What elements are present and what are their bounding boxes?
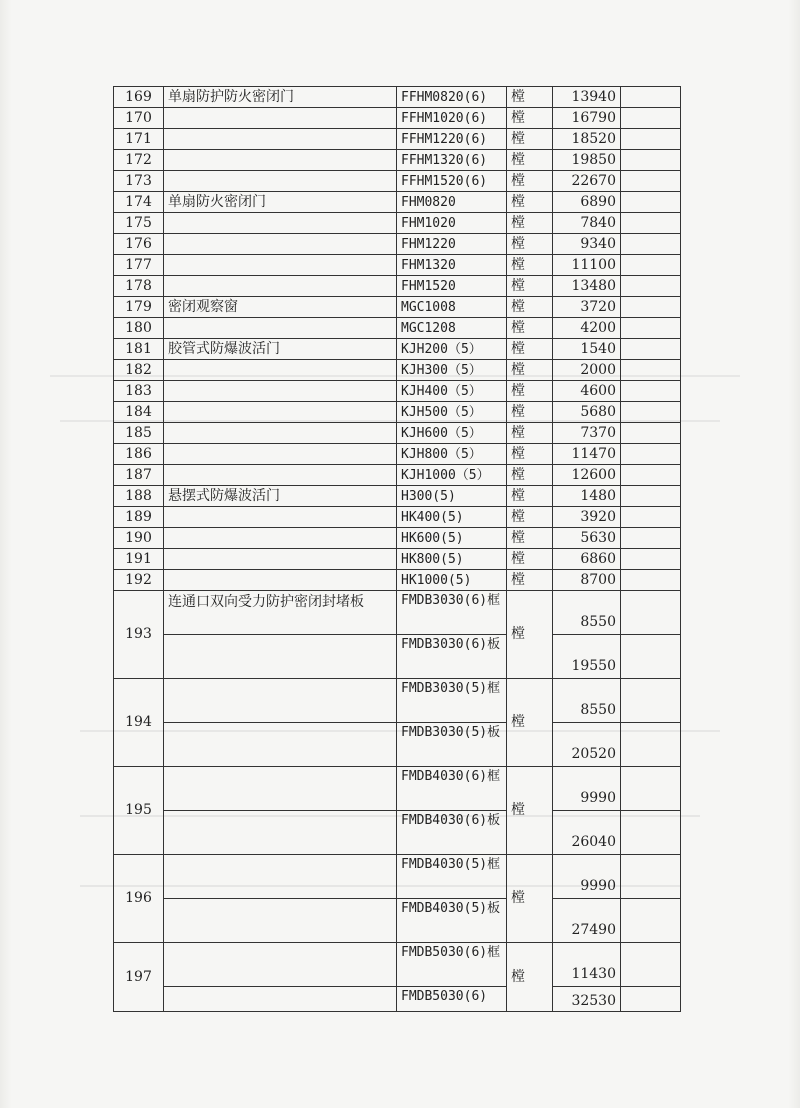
item-spec: FFHM1320(6) <box>397 150 507 171</box>
item-spec: KJH600（5） <box>397 423 507 444</box>
item-unit: 樘 <box>507 108 553 129</box>
item-number: 172 <box>114 150 164 171</box>
item-price: 3920 <box>553 507 621 528</box>
item-number: 182 <box>114 360 164 381</box>
item-name <box>164 276 397 297</box>
item-price: 8700 <box>553 570 621 591</box>
item-number: 171 <box>114 129 164 150</box>
item-name <box>164 444 397 465</box>
table-row <box>114 987 681 1012</box>
table-row <box>114 486 681 507</box>
item-number: 193 <box>114 591 164 679</box>
remarks-cell <box>621 360 681 381</box>
item-number: 195 <box>114 767 164 855</box>
item-name <box>164 679 397 723</box>
item-number: 179 <box>114 297 164 318</box>
remarks-cell <box>621 339 681 360</box>
item-spec: HK800(5) <box>397 549 507 570</box>
remarks-cell <box>621 679 681 723</box>
price-table <box>113 86 681 1012</box>
item-price: 9340 <box>553 234 621 255</box>
item-price: 32530 <box>553 987 621 1012</box>
remarks-cell <box>621 507 681 528</box>
item-name <box>164 150 397 171</box>
item-number: 194 <box>114 679 164 767</box>
item-price: 7840 <box>553 213 621 234</box>
item-name <box>164 213 397 234</box>
remarks-cell <box>621 465 681 486</box>
item-price: 3720 <box>553 297 621 318</box>
item-number: 190 <box>114 528 164 549</box>
item-spec: KJH1000（5） <box>397 465 507 486</box>
remarks-cell <box>621 811 681 855</box>
item-number: 169 <box>114 87 164 108</box>
item-unit: 樘 <box>507 276 553 297</box>
item-number: 170 <box>114 108 164 129</box>
item-spec: FHM1020 <box>397 213 507 234</box>
item-name: 单扇防护防火密闭门 <box>164 87 397 108</box>
item-unit: 樘 <box>507 255 553 276</box>
remarks-cell <box>621 549 681 570</box>
item-name <box>164 723 397 767</box>
table-row <box>114 811 681 855</box>
table-row <box>114 444 681 465</box>
item-spec: FMDB4030(6)框 <box>397 767 507 811</box>
item-unit: 樘 <box>507 381 553 402</box>
remarks-cell <box>621 987 681 1012</box>
item-price: 8550 <box>553 591 621 635</box>
item-spec: FFHM1520(6) <box>397 171 507 192</box>
table-row <box>114 507 681 528</box>
remarks-cell <box>621 635 681 679</box>
item-spec: FMDB3030(5)框 <box>397 679 507 723</box>
item-number: 185 <box>114 423 164 444</box>
item-name <box>164 234 397 255</box>
item-price: 18520 <box>553 129 621 150</box>
table-row <box>114 591 681 635</box>
item-unit: 樘 <box>507 360 553 381</box>
item-price: 6860 <box>553 549 621 570</box>
item-spec: FFHM1220(6) <box>397 129 507 150</box>
item-spec: MGC1008 <box>397 297 507 318</box>
item-unit: 樘 <box>507 943 553 1012</box>
item-number: 174 <box>114 192 164 213</box>
item-price: 7370 <box>553 423 621 444</box>
item-unit: 樘 <box>507 339 553 360</box>
remarks-cell <box>621 276 681 297</box>
item-spec: FMDB4030(5)板 <box>397 899 507 943</box>
item-number: 181 <box>114 339 164 360</box>
item-spec: FHM1220 <box>397 234 507 255</box>
item-price: 22670 <box>553 171 621 192</box>
item-spec: FMDB3030(6)框 <box>397 591 507 635</box>
item-unit: 樘 <box>507 234 553 255</box>
table-row <box>114 129 681 150</box>
item-price: 8550 <box>553 679 621 723</box>
remarks-cell <box>621 402 681 423</box>
table-row <box>114 943 681 987</box>
item-price: 11430 <box>553 943 621 987</box>
item-spec: KJH200（5） <box>397 339 507 360</box>
table-row <box>114 679 681 723</box>
table-row <box>114 87 681 108</box>
item-price: 11100 <box>553 255 621 276</box>
item-name: 悬摆式防爆波活门 <box>164 486 397 507</box>
item-name <box>164 507 397 528</box>
remarks-cell <box>621 108 681 129</box>
table-row <box>114 339 681 360</box>
item-spec: FMDB3030(5)板 <box>397 723 507 767</box>
item-price: 20520 <box>553 723 621 767</box>
item-unit: 樘 <box>507 507 553 528</box>
remarks-cell <box>621 171 681 192</box>
table-row <box>114 276 681 297</box>
remarks-cell <box>621 381 681 402</box>
item-price: 19550 <box>553 635 621 679</box>
item-price: 2000 <box>553 360 621 381</box>
item-spec: FFHM1020(6) <box>397 108 507 129</box>
item-number: 197 <box>114 943 164 1012</box>
item-unit: 樘 <box>507 465 553 486</box>
item-price: 13480 <box>553 276 621 297</box>
table-row <box>114 213 681 234</box>
item-name: 胶管式防爆波活门 <box>164 339 397 360</box>
table-row <box>114 318 681 339</box>
remarks-cell <box>621 723 681 767</box>
item-unit: 樘 <box>507 528 553 549</box>
item-spec: KJH300（5） <box>397 360 507 381</box>
item-price: 26040 <box>553 811 621 855</box>
item-name <box>164 549 397 570</box>
item-number: 196 <box>114 855 164 943</box>
item-unit: 樘 <box>507 423 553 444</box>
remarks-cell <box>621 255 681 276</box>
item-price: 12600 <box>553 465 621 486</box>
item-unit: 樘 <box>507 767 553 855</box>
table-row <box>114 171 681 192</box>
table-row <box>114 723 681 767</box>
item-name <box>164 855 397 899</box>
item-spec: FMDB5030(6) <box>397 987 507 1012</box>
item-spec: KJH500（5） <box>397 402 507 423</box>
item-name <box>164 129 397 150</box>
item-price: 1480 <box>553 486 621 507</box>
remarks-cell <box>621 444 681 465</box>
item-price: 4200 <box>553 318 621 339</box>
remarks-cell <box>621 192 681 213</box>
item-unit: 樘 <box>507 318 553 339</box>
item-unit: 樘 <box>507 213 553 234</box>
table-row <box>114 255 681 276</box>
item-name <box>164 635 397 679</box>
item-name <box>164 811 397 855</box>
remarks-cell <box>621 150 681 171</box>
item-number: 175 <box>114 213 164 234</box>
item-number: 191 <box>114 549 164 570</box>
item-spec: FMDB5030(6)框 <box>397 943 507 987</box>
item-price: 9990 <box>553 855 621 899</box>
item-price: 1540 <box>553 339 621 360</box>
item-unit: 樘 <box>507 129 553 150</box>
remarks-cell <box>621 129 681 150</box>
item-name <box>164 465 397 486</box>
item-unit: 樘 <box>507 297 553 318</box>
item-price: 6890 <box>553 192 621 213</box>
table-row <box>114 150 681 171</box>
item-number: 187 <box>114 465 164 486</box>
item-spec: FMDB3030(6)板 <box>397 635 507 679</box>
remarks-cell <box>621 899 681 943</box>
table-row <box>114 360 681 381</box>
item-name <box>164 108 397 129</box>
item-name <box>164 767 397 811</box>
item-name <box>164 381 397 402</box>
item-name <box>164 943 397 987</box>
table-row <box>114 549 681 570</box>
item-spec: KJH400（5） <box>397 381 507 402</box>
remarks-cell <box>621 855 681 899</box>
table-row <box>114 570 681 591</box>
item-name <box>164 360 397 381</box>
item-name: 密闭观察窗 <box>164 297 397 318</box>
item-number: 188 <box>114 486 164 507</box>
table-row <box>114 528 681 549</box>
item-name <box>164 987 397 1012</box>
item-number: 178 <box>114 276 164 297</box>
item-unit: 樘 <box>507 150 553 171</box>
remarks-cell <box>621 943 681 987</box>
item-unit: 樘 <box>507 171 553 192</box>
item-name <box>164 171 397 192</box>
item-price: 19850 <box>553 150 621 171</box>
item-unit: 樘 <box>507 192 553 213</box>
item-spec: FHM1520 <box>397 276 507 297</box>
table-row <box>114 635 681 679</box>
item-number: 192 <box>114 570 164 591</box>
item-unit: 樘 <box>507 679 553 767</box>
item-spec: HK1000(5) <box>397 570 507 591</box>
remarks-cell <box>621 591 681 635</box>
item-spec: HK400(5) <box>397 507 507 528</box>
item-price: 5680 <box>553 402 621 423</box>
item-spec: FHM0820 <box>397 192 507 213</box>
item-name: 连通口双向受力防护密闭封堵板 <box>164 591 397 635</box>
item-unit: 樘 <box>507 402 553 423</box>
item-price: 13940 <box>553 87 621 108</box>
remarks-cell <box>621 570 681 591</box>
table-row <box>114 423 681 444</box>
item-unit: 樘 <box>507 87 553 108</box>
remarks-cell <box>621 87 681 108</box>
item-name <box>164 899 397 943</box>
item-spec: MGC1208 <box>397 318 507 339</box>
table-row <box>114 402 681 423</box>
item-spec: H300(5) <box>397 486 507 507</box>
item-number: 177 <box>114 255 164 276</box>
item-unit: 樘 <box>507 549 553 570</box>
item-unit: 樘 <box>507 486 553 507</box>
item-price: 9990 <box>553 767 621 811</box>
remarks-cell <box>621 213 681 234</box>
item-name <box>164 318 397 339</box>
remarks-cell <box>621 234 681 255</box>
item-number: 189 <box>114 507 164 528</box>
item-name <box>164 528 397 549</box>
table-row <box>114 234 681 255</box>
item-price: 16790 <box>553 108 621 129</box>
item-price: 11470 <box>553 444 621 465</box>
item-spec: FMDB4030(5)框 <box>397 855 507 899</box>
item-spec: FFHM0820(6) <box>397 87 507 108</box>
remarks-cell <box>621 297 681 318</box>
item-spec: HK600(5) <box>397 528 507 549</box>
item-number: 180 <box>114 318 164 339</box>
table-row <box>114 767 681 811</box>
item-number: 176 <box>114 234 164 255</box>
table-row <box>114 465 681 486</box>
price-table-body <box>114 87 681 1012</box>
remarks-cell <box>621 423 681 444</box>
item-number: 173 <box>114 171 164 192</box>
table-row <box>114 108 681 129</box>
item-name <box>164 255 397 276</box>
item-number: 184 <box>114 402 164 423</box>
table-row <box>114 297 681 318</box>
item-number: 183 <box>114 381 164 402</box>
item-spec: KJH800（5） <box>397 444 507 465</box>
item-price: 4600 <box>553 381 621 402</box>
table-row <box>114 899 681 943</box>
table-row <box>114 381 681 402</box>
item-price: 5630 <box>553 528 621 549</box>
item-spec: FMDB4030(6)板 <box>397 811 507 855</box>
item-unit: 樘 <box>507 444 553 465</box>
item-spec: FHM1320 <box>397 255 507 276</box>
remarks-cell <box>621 318 681 339</box>
item-number: 186 <box>114 444 164 465</box>
item-name <box>164 402 397 423</box>
item-price: 27490 <box>553 899 621 943</box>
item-name <box>164 423 397 444</box>
table-row <box>114 192 681 213</box>
item-unit: 樘 <box>507 591 553 679</box>
remarks-cell <box>621 528 681 549</box>
remarks-cell <box>621 486 681 507</box>
item-name <box>164 570 397 591</box>
item-name: 单扇防火密闭门 <box>164 192 397 213</box>
item-unit: 樘 <box>507 570 553 591</box>
item-unit: 樘 <box>507 855 553 943</box>
table-row <box>114 855 681 899</box>
remarks-cell <box>621 767 681 811</box>
